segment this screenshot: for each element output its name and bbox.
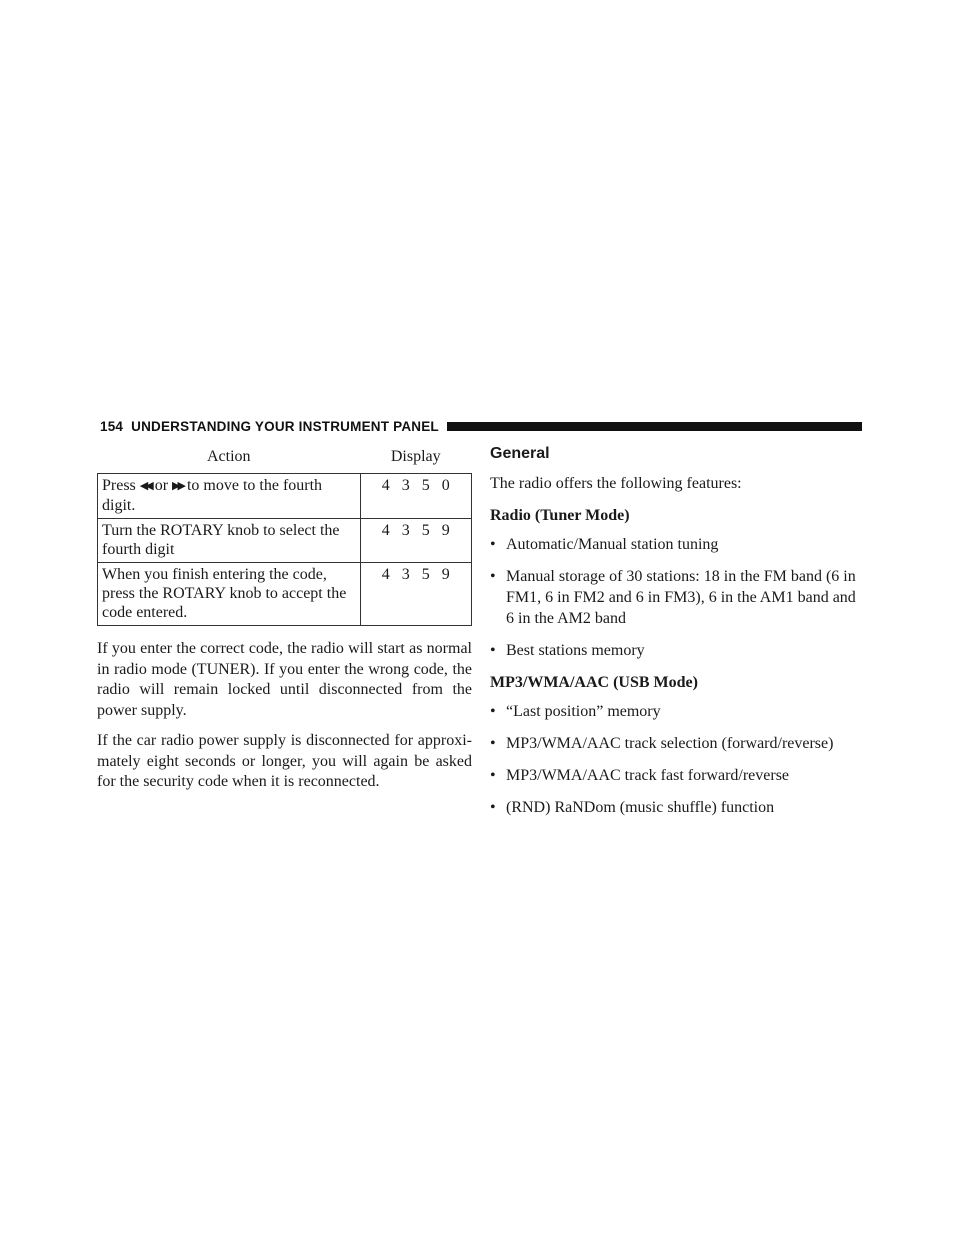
list-item-text: “Last position” memory xyxy=(506,703,661,720)
paragraph-wrong-code: If you enter the correct code, the radio will start as normal in radio mode (TUNER). If you enter the wrong code, the radio will remain locked until disconnected from the power supply. xyxy=(97,640,472,719)
table-cell-action xyxy=(98,474,361,519)
header-rule xyxy=(447,422,862,431)
list-item-text: Manual storage of 30 stations: 18 in the FM band (6 in FM1, 6 in FM2 and 6 in FM3), 6 in the AM1 band and 6 in the AM2 band xyxy=(506,568,856,627)
chapter-title: UNDERSTANDING YOUR INSTRUMENT PANEL xyxy=(131,418,439,434)
bullet-icon: • xyxy=(490,536,496,553)
feature-list-usb xyxy=(490,701,862,818)
column-header-action: Action xyxy=(206,448,251,465)
table-row xyxy=(98,474,472,519)
code-entry-table xyxy=(97,443,472,626)
page-number: 154 xyxy=(100,418,124,434)
intro-text: The radio offers the following features: xyxy=(490,475,742,492)
section-title: General xyxy=(490,445,550,462)
action-suffix-text: to move to the fourth digit. xyxy=(102,477,323,514)
list-item-text: MP3/WMA/AAC track fast forward/reverse xyxy=(506,767,790,784)
table-row xyxy=(98,519,472,563)
list-item-text: MP3/WMA/AAC track selection (forward/reverse) xyxy=(506,735,834,752)
bullet-icon: • xyxy=(490,568,496,585)
bullet-icon: • xyxy=(490,799,496,816)
or-text: or xyxy=(154,477,169,494)
subheading-usb-mode: MP3/WMA/AAC (USB Mode) xyxy=(490,674,698,691)
table-cell-display: 4 3 5 0 xyxy=(360,474,471,519)
table-header-row xyxy=(98,443,472,474)
left-column xyxy=(97,443,472,793)
press-text: Press xyxy=(102,477,136,494)
list-item xyxy=(490,797,862,818)
bullet-icon: • xyxy=(490,735,496,752)
list-item xyxy=(490,534,862,555)
table-row xyxy=(98,563,472,626)
fast-forward-icon: ▶▶ xyxy=(172,479,183,492)
list-item-text: Best stations memory xyxy=(506,642,645,659)
list-item xyxy=(490,733,862,754)
list-item-text: Automatic/Manual station tuning xyxy=(506,536,719,553)
column-header-display: Display xyxy=(390,448,441,465)
list-item xyxy=(490,701,862,722)
paragraph-power-disconnect: If the car radio power supply is disconnected for approxi-mately eight seconds or longer, you will again be asked for the security code when it is reconnected. xyxy=(97,732,472,790)
table-cell-action: When you finish entering the code, press the ROTARY knob to accept the code entered. xyxy=(98,563,361,626)
feature-list-tuner xyxy=(490,534,862,661)
list-item xyxy=(490,640,862,661)
bullet-icon: • xyxy=(490,642,496,659)
bullet-icon: • xyxy=(490,767,496,784)
subheading-tuner-mode: Radio (Tuner Mode) xyxy=(490,507,630,524)
table-cell-display: 4 3 5 9 xyxy=(360,563,471,626)
bullet-icon: • xyxy=(490,703,496,720)
list-item-text: (RND) RaNDom (music shuffle) function xyxy=(506,799,775,816)
list-item xyxy=(490,765,862,786)
page-header xyxy=(100,416,862,436)
right-column xyxy=(490,443,862,829)
list-item xyxy=(490,566,862,629)
table-cell-display: 4 3 5 9 xyxy=(360,519,471,563)
rewind-icon: ◀◀ xyxy=(139,479,151,492)
table-cell-action: Turn the ROTARY knob to select the fourth digit xyxy=(98,519,361,563)
